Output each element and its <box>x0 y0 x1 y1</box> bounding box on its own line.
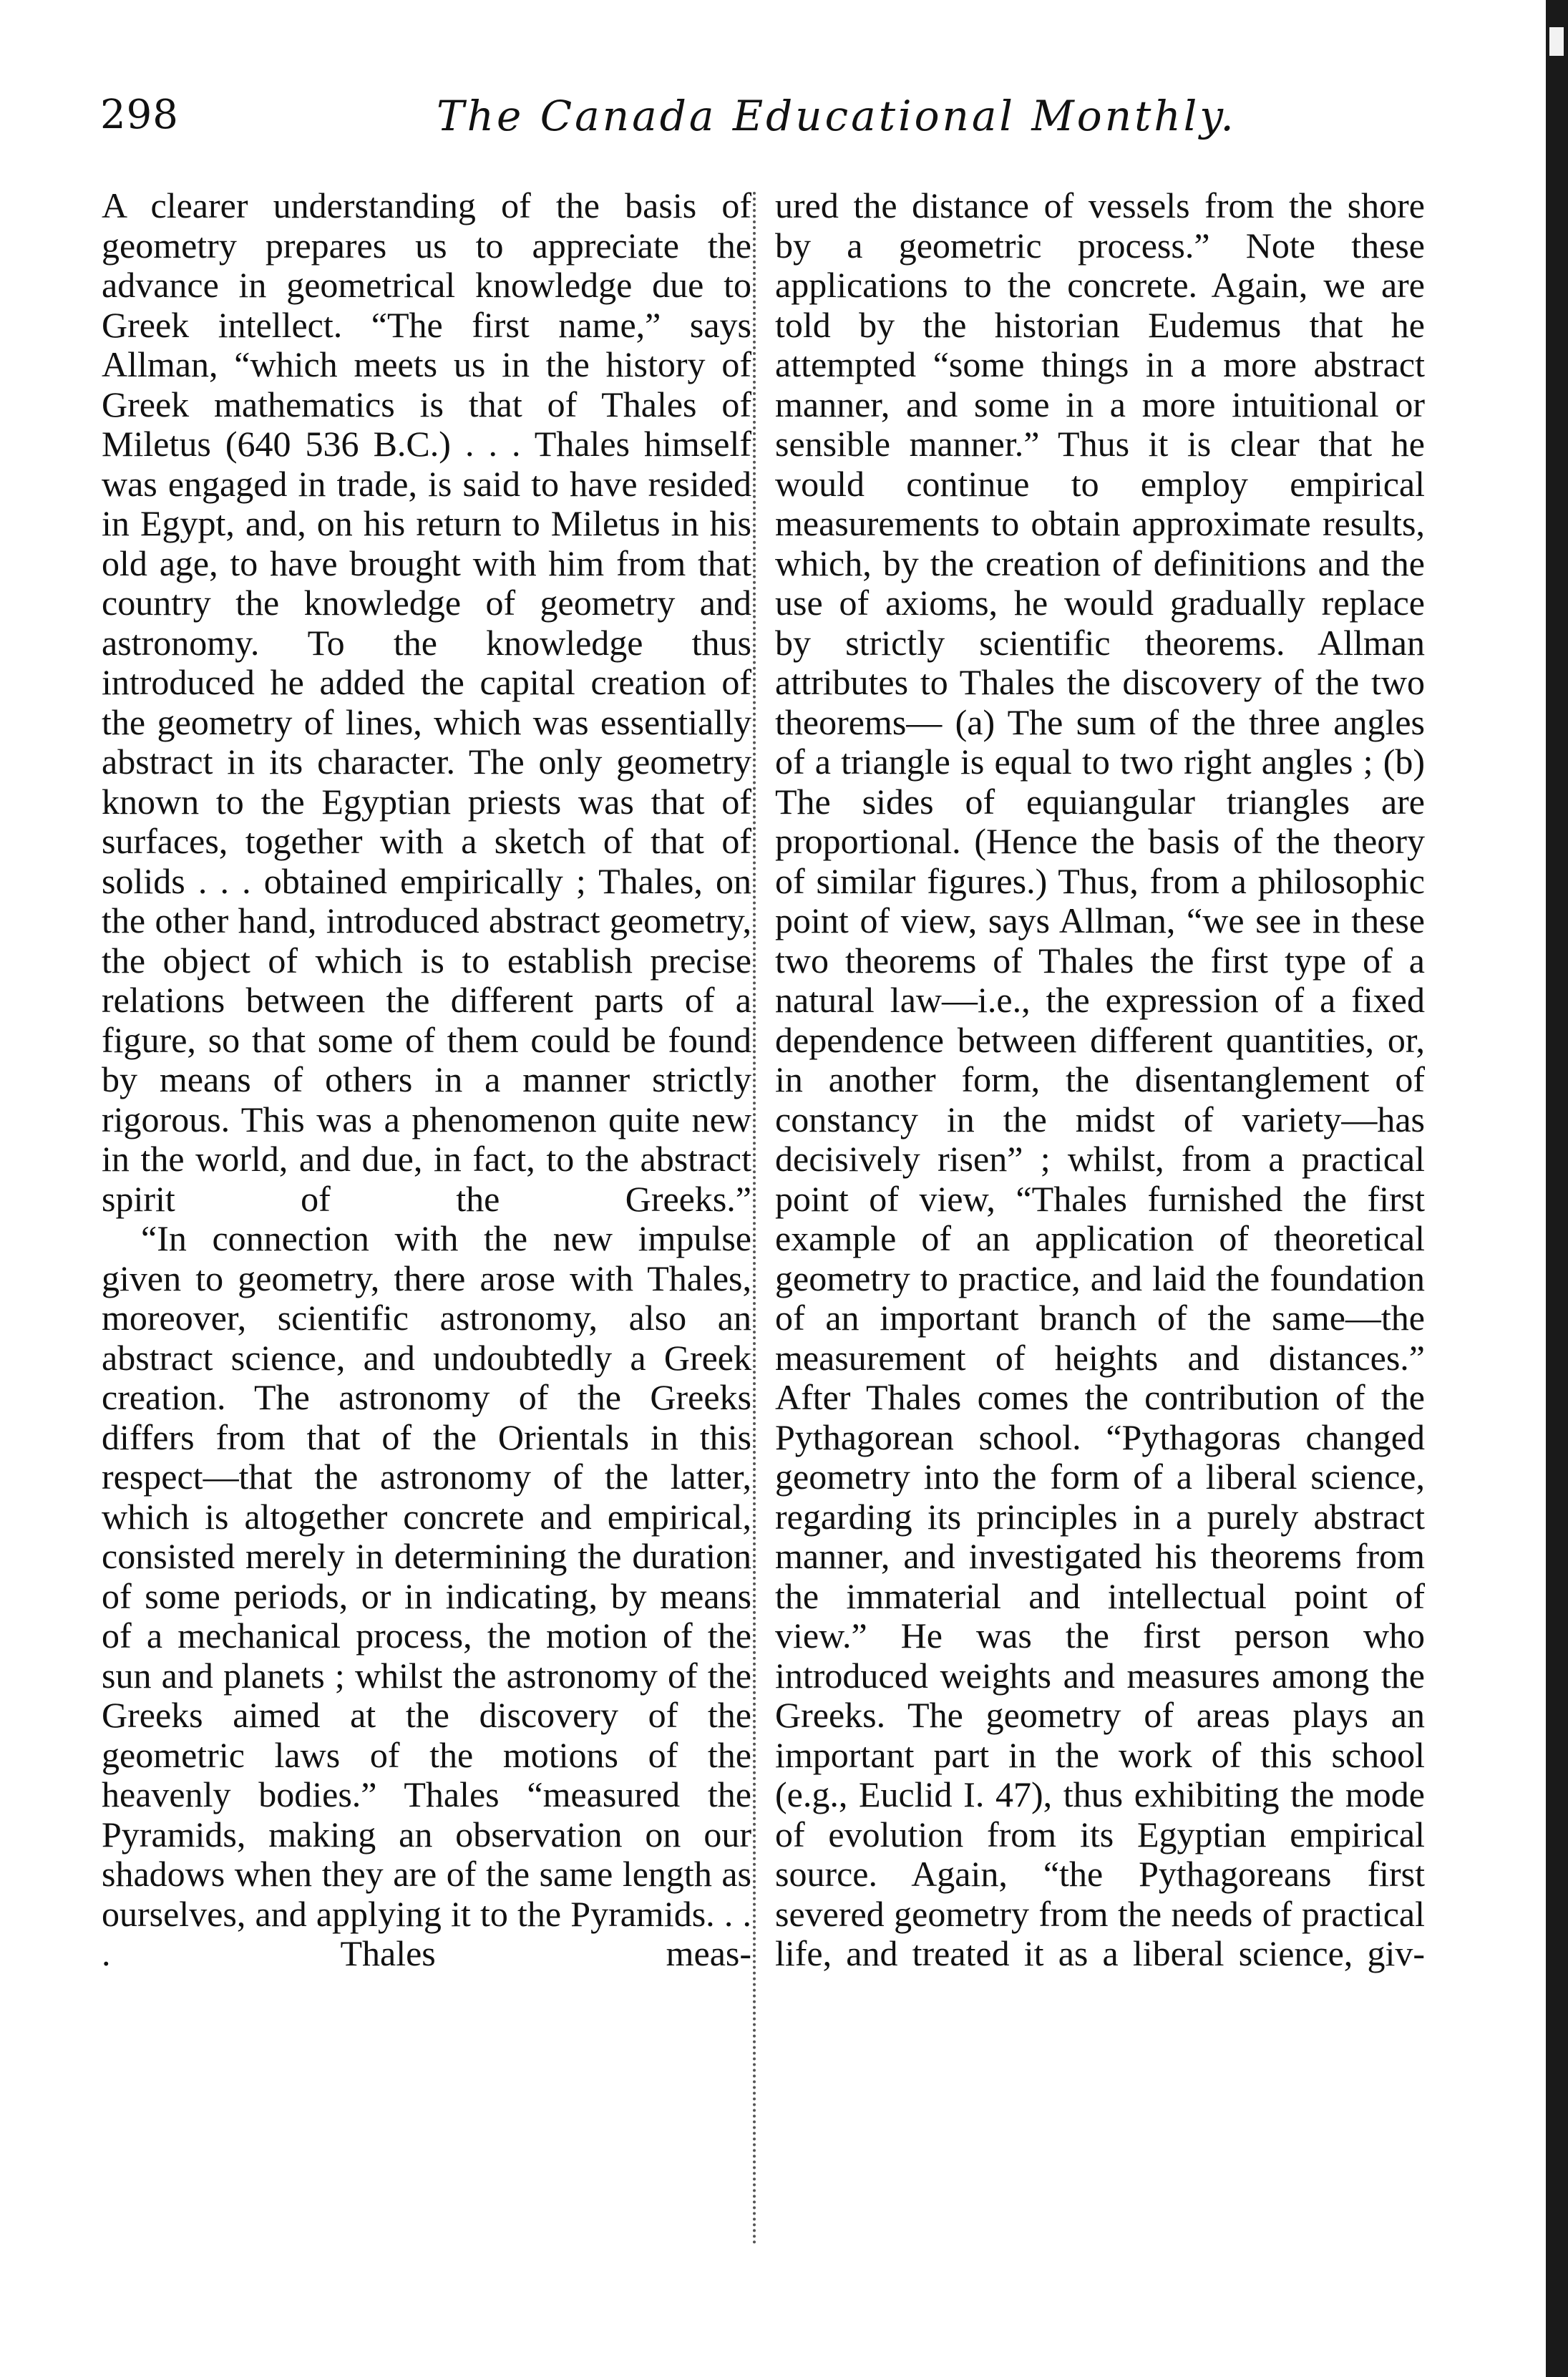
scan-edge-mark <box>1549 27 1564 56</box>
right-column <box>775 186 1425 2247</box>
paragraph: ured the distance of vessels from the shore by a geometric process.” Note these applications to the concrete. Again, we are told by the historian Eudemus that he attempted “some things in a more abstract manner, and some in a more intuitional or sensible manner.” Thus it is clear that he would continue to employ empirical measurements to obtain approximate results, which, by the creation of definitions and the use of axioms, he would gradually replace by strictly scientific theorems. Allman attributes to Thales the discovery of the two theorems— (a) The sum of the three angles of a triangle is equal to two right angles ; (b) The sides of equiangular triangles are proportional. (Hence the basis of the theory of similar figures.) Thus, from a philosophic point of view, says Allman, “we see in these two theorems of Thales the first type of a natural law—i.e., the expression of a fixed dependence between different quantities, or, in another form, the disentanglement of constancy in the midst of variety—has decisively risen” ; whilst, from a practical point of view, “Thales furnished the first example of an application of theoretical geometry to practice, and laid the foundation of an important branch of the same—the measurement of heights and distances.” After Thales comes the contribution of the Pythagorean school. “Pythagoras changed geometry into the form of a liberal science, regarding its principles in a purely abstract manner, and investigated his theorems from the immaterial and intellectual point of view.” He was the first person who introduced weights and measures among the Greeks. The geometry of areas plays an important part in the work of this school (e.g., Euclid I. 47), thus exhibiting the mode of evolution from its Egyptian empirical source. Again, “the Pythagoreans first severed geometry from the needs of practical life, and treated it as a liberal science, giv- <box>775 186 1425 1973</box>
column-divider <box>753 192 756 2246</box>
running-title: The Canada Educational Monthly. <box>437 92 1237 140</box>
left-column <box>102 186 751 2247</box>
page-number: 298 <box>100 92 179 138</box>
page-header <box>100 92 1424 149</box>
paragraph: “In connection with the new impulse given to geometry, there arose with Thales, moreover, scientific astronomy, also an abstract science, and undoubtedly a Greek creation. The astronomy of the Greeks differs from that of the Orientals in this respect—that the astronomy of the latter, which is altogether concrete and empirical, consisted merely in determining the duration of some periods, or in indicating, by means of a mechanical process, the motion of the sun and planets ; whilst the astronomy of the Greeks aimed at the discovery of the geometric laws of the motions of the heavenly bodies.” Thales “measured the Pyramids, making an observation on our shadows when they are of the same length as ourselves, and applying it to the Pyramids. . . . Thales meas- <box>102 1218 751 1973</box>
paragraph: A clearer understanding of the basis of geometry prepares us to appreciate the advance in geometrical knowledge due to Greek intellect. “The first name,” says Allman, “which meets us in the history of Greek mathematics is that of Thales of Miletus (640 536 B.C.) . . . Thales himself was engaged in trade, is said to have resided in Egypt, and, on his return to Miletus in his old age, to have brought with him from that country the knowledge of geometry and astronomy. To the knowledge thus introduced he added the capital creation of the geometry of lines, which was essentially abstract in its character. The only geometry known to the Egyptian priests was that of surfaces, together with a sketch of that of solids . . . obtained empirically ; Thales, on the other hand, introduced abstract geometry, the object of which is to establish precise relations between the different parts of a figure, so that some of them could be found by means of others in a manner strictly rigorous. This was a phenomenon quite new in the world, and due, in fact, to the abstract spirit of the Greeks.” <box>102 186 751 1219</box>
scan-edge-bar <box>1546 0 1568 2377</box>
